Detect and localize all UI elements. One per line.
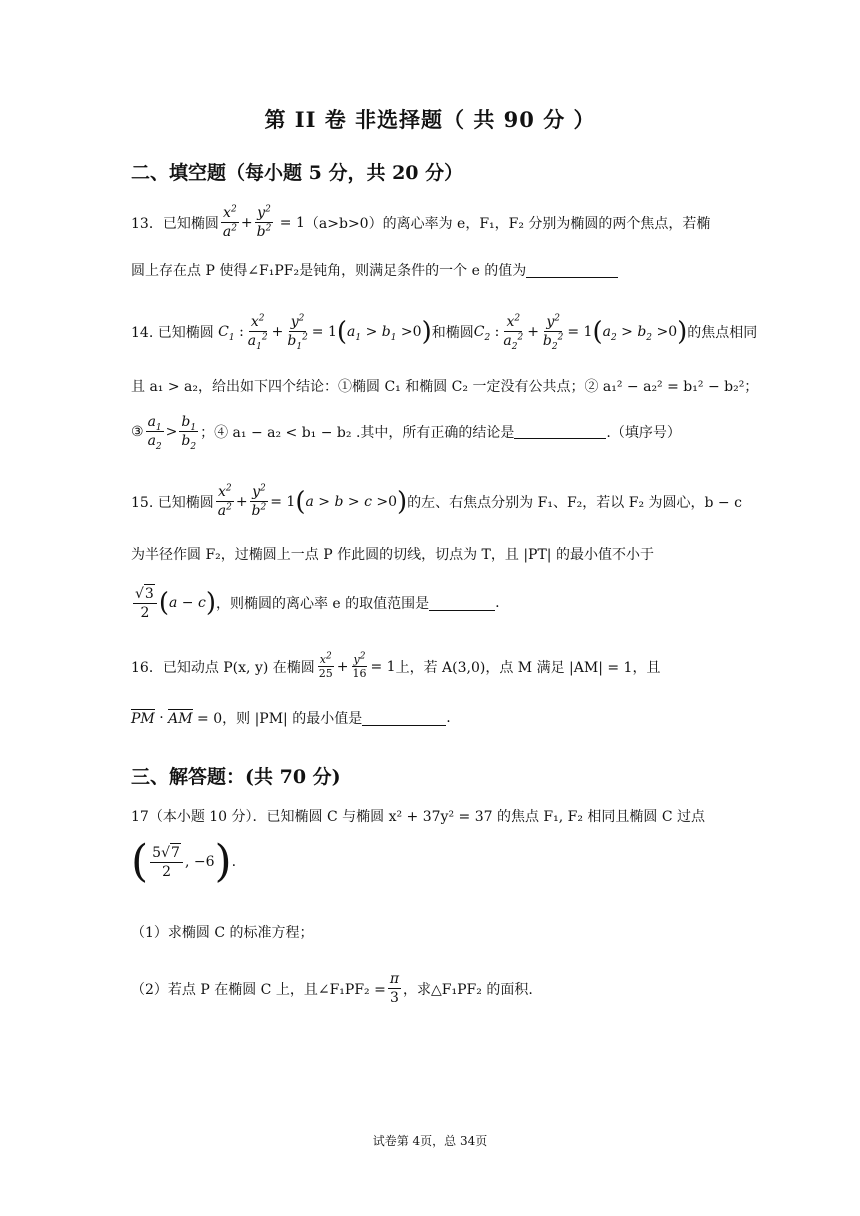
question-15-line-1: 15. 已知椭圆 $\frac{x^2}{a^2}$ + $\frac{y^2}{b^2}$ = 1 ( a > b > c > 0 ) 的左、右焦点分别为 F₁、F₂，若以 F₂ 为圆心，b − c	[131, 483, 742, 519]
q13-frac-x: $\frac{x^2}{a^2}$	[222, 204, 237, 240]
q14-frac-a: $\frac{a_1}{a_2}$	[147, 414, 162, 452]
q17-part1: （1）求椭圆 C 的标准方程；	[131, 925, 314, 941]
q15-line2: 为半径作圆 F₂，过椭圆上一点 P 作此圆的切线，切点为 T，且 |PT| 的最小值不小于	[131, 547, 654, 563]
q14-frac-b: $\frac{b_1}{b_2}$	[181, 414, 197, 452]
q16-line2: = 0，则 |PM| 的最小值是	[197, 711, 363, 727]
q14-line3-mid: ；④ a₁ − a₂ < b₁ − b₂ .其中，所有正确的结论是	[200, 424, 515, 441]
q17-frac-point: 5 √ 7 2	[150, 843, 183, 881]
answer-blank-16[interactable]	[362, 711, 446, 726]
question-17-part-1	[131, 922, 314, 942]
question-15-line-2	[131, 544, 654, 564]
q13-prefix: 13．已知椭圆	[131, 215, 219, 232]
q16-prefix: 16．已知动点 P(x, y) 在椭圆	[131, 659, 315, 676]
q14-line2: 且 a₁ > a₂，给出如下四个结论：①椭圆 C₁ 和椭圆 C₂ 一定没有公共点；② a₁² − a₂² = b₁² − b₂²；	[131, 379, 759, 395]
q14-mid: 和椭圆	[431, 324, 474, 341]
q15-frac-x: $\frac{x^2}{a^2}$	[217, 483, 232, 519]
question-13-line-1: 13．已知椭圆 $\frac{x^2}{a^2}$ + $\frac{y^2}{b^2}$ = 1 （a>b>0）的离心率为 e，F₁，F₂ 分别为椭圆的两个焦点，若椭	[131, 204, 711, 240]
q17-part2-tail: ，求△F₁PF₂ 的面积.	[403, 981, 533, 998]
q13-condition: （a>b>0）的离心率为 e，F₁，F₂ 分别为椭圆的两个焦点，若椭	[304, 215, 711, 232]
q14-frac-y2: $\frac{y^2}{b_2^2}$	[542, 313, 564, 352]
question-15-line-3: √ 3 2 ( a − c ) ，则椭圆的离心率 e 的取值范围是 .	[135, 585, 500, 621]
q13-line2: 圆上存在点 P 使得∠F₁PF₂是钝角，则满足条件的一个 e 的值为	[131, 263, 527, 279]
q14-frac-x2: $\frac{x^2}{a_2^2}$	[503, 313, 524, 352]
page-footer: 试卷第 4页，总 34页	[372, 1134, 488, 1148]
q14-frac-x1: $\frac{x^2}{a_1^2}$	[247, 313, 268, 352]
question-17-part-2	[131, 970, 533, 1007]
section-answer-heading: 三、解答题：(共 70 分)	[131, 766, 341, 788]
question-17-point: ( 5 √ 7 2 , −6 ) .	[131, 836, 237, 887]
vector-pm: PM	[131, 711, 155, 727]
answer-blank-15[interactable]	[429, 596, 495, 611]
q14-frac-y1: $\frac{y^2}{b_1^2}$	[287, 313, 308, 352]
q16-tail: 上，若 A(3,0)，点 M 满足 |AM| = 1，且	[395, 659, 661, 676]
q16-frac-x: $\frac{x^2}{25}$	[318, 651, 333, 680]
q15-prefix: 15. 已知椭圆	[131, 494, 214, 511]
question-17-line-1	[131, 806, 705, 826]
q15-tail: 的左、右焦点分别为 F₁、F₂，若以 F₂ 为圆心，b − c	[407, 494, 742, 511]
answer-blank-13[interactable]	[526, 263, 618, 278]
question-16-line-1: 16．已知动点 P(x, y) 在椭圆 $\frac{x^2}{25}$ + $\frac{y^2}{16}$ = 1 上，若 A(3,0)，点 M 满足 |AM| = 1，且	[131, 651, 661, 680]
question-14-line-2	[131, 376, 758, 396]
q16-frac-y: $\frac{y^2}{16}$	[352, 651, 367, 680]
q17-frac-pi: $\frac{\pi}{3}$	[389, 971, 400, 1006]
q15-line3: ，则椭圆的离心率 e 的取值范围是	[215, 596, 430, 612]
q15-frac-y: $\frac{y^2}{b^2}$	[251, 483, 267, 519]
question-14-line-3: ③ $\frac{a_1}{a_2}$ > $\frac{b_1}{b_2}$ ；④ a₁ − a₂ < b₁ − b₂ .其中，所有正确的结论是 .（填序号）	[131, 414, 681, 452]
answer-blank-14[interactable]	[514, 424, 606, 439]
q17-part2-prefix: （2）若点 P 在椭圆 C 上，且∠F₁PF₂ =	[131, 981, 386, 998]
q13-frac-y: $\frac{y^2}{b^2}$	[256, 204, 272, 240]
question-14-line-1: 14. 已知椭圆 $C_1$ : $\frac{x^2}{a_1^2}$ + $\frac{y^2}{b_1^2}$ = 1 ( $a_1 > b_1$ > 0 ) 和椭圆 $C_2$ : $\frac{x^2}{a_2^2}$ + $\frac{y^2}{b_2^2}$ = 1 ( $a_2 > b_2$ > 0 ) 的焦点相同	[131, 313, 758, 352]
q17-point-tail: , −6	[184, 854, 215, 870]
part-title: 第 II 卷 非选择题（ 共 90 分 ）	[264, 107, 596, 132]
question-13-line-2	[131, 260, 618, 280]
q14-line3-tail: .（填序号）	[606, 424, 681, 441]
q17-line1: 17（本小题 10 分）．已知椭圆 C 与椭圆 x² + 37y² = 37 的焦点 F₁, F₂ 相同且椭圆 C 过点	[131, 809, 706, 825]
q14-tail: 的焦点相同	[687, 324, 758, 341]
q15-frac-sqrt3: √ 3 2	[133, 584, 157, 622]
section-fill-in-heading: 二、填空题（每小题 5 分，共 20 分）	[131, 162, 464, 184]
q14-prefix: 14. 已知椭圆	[131, 324, 214, 341]
vector-am: AM	[168, 711, 193, 727]
question-16-line-2: PM · AM = 0，则 |PM| 的最小值是 .	[131, 710, 451, 727]
